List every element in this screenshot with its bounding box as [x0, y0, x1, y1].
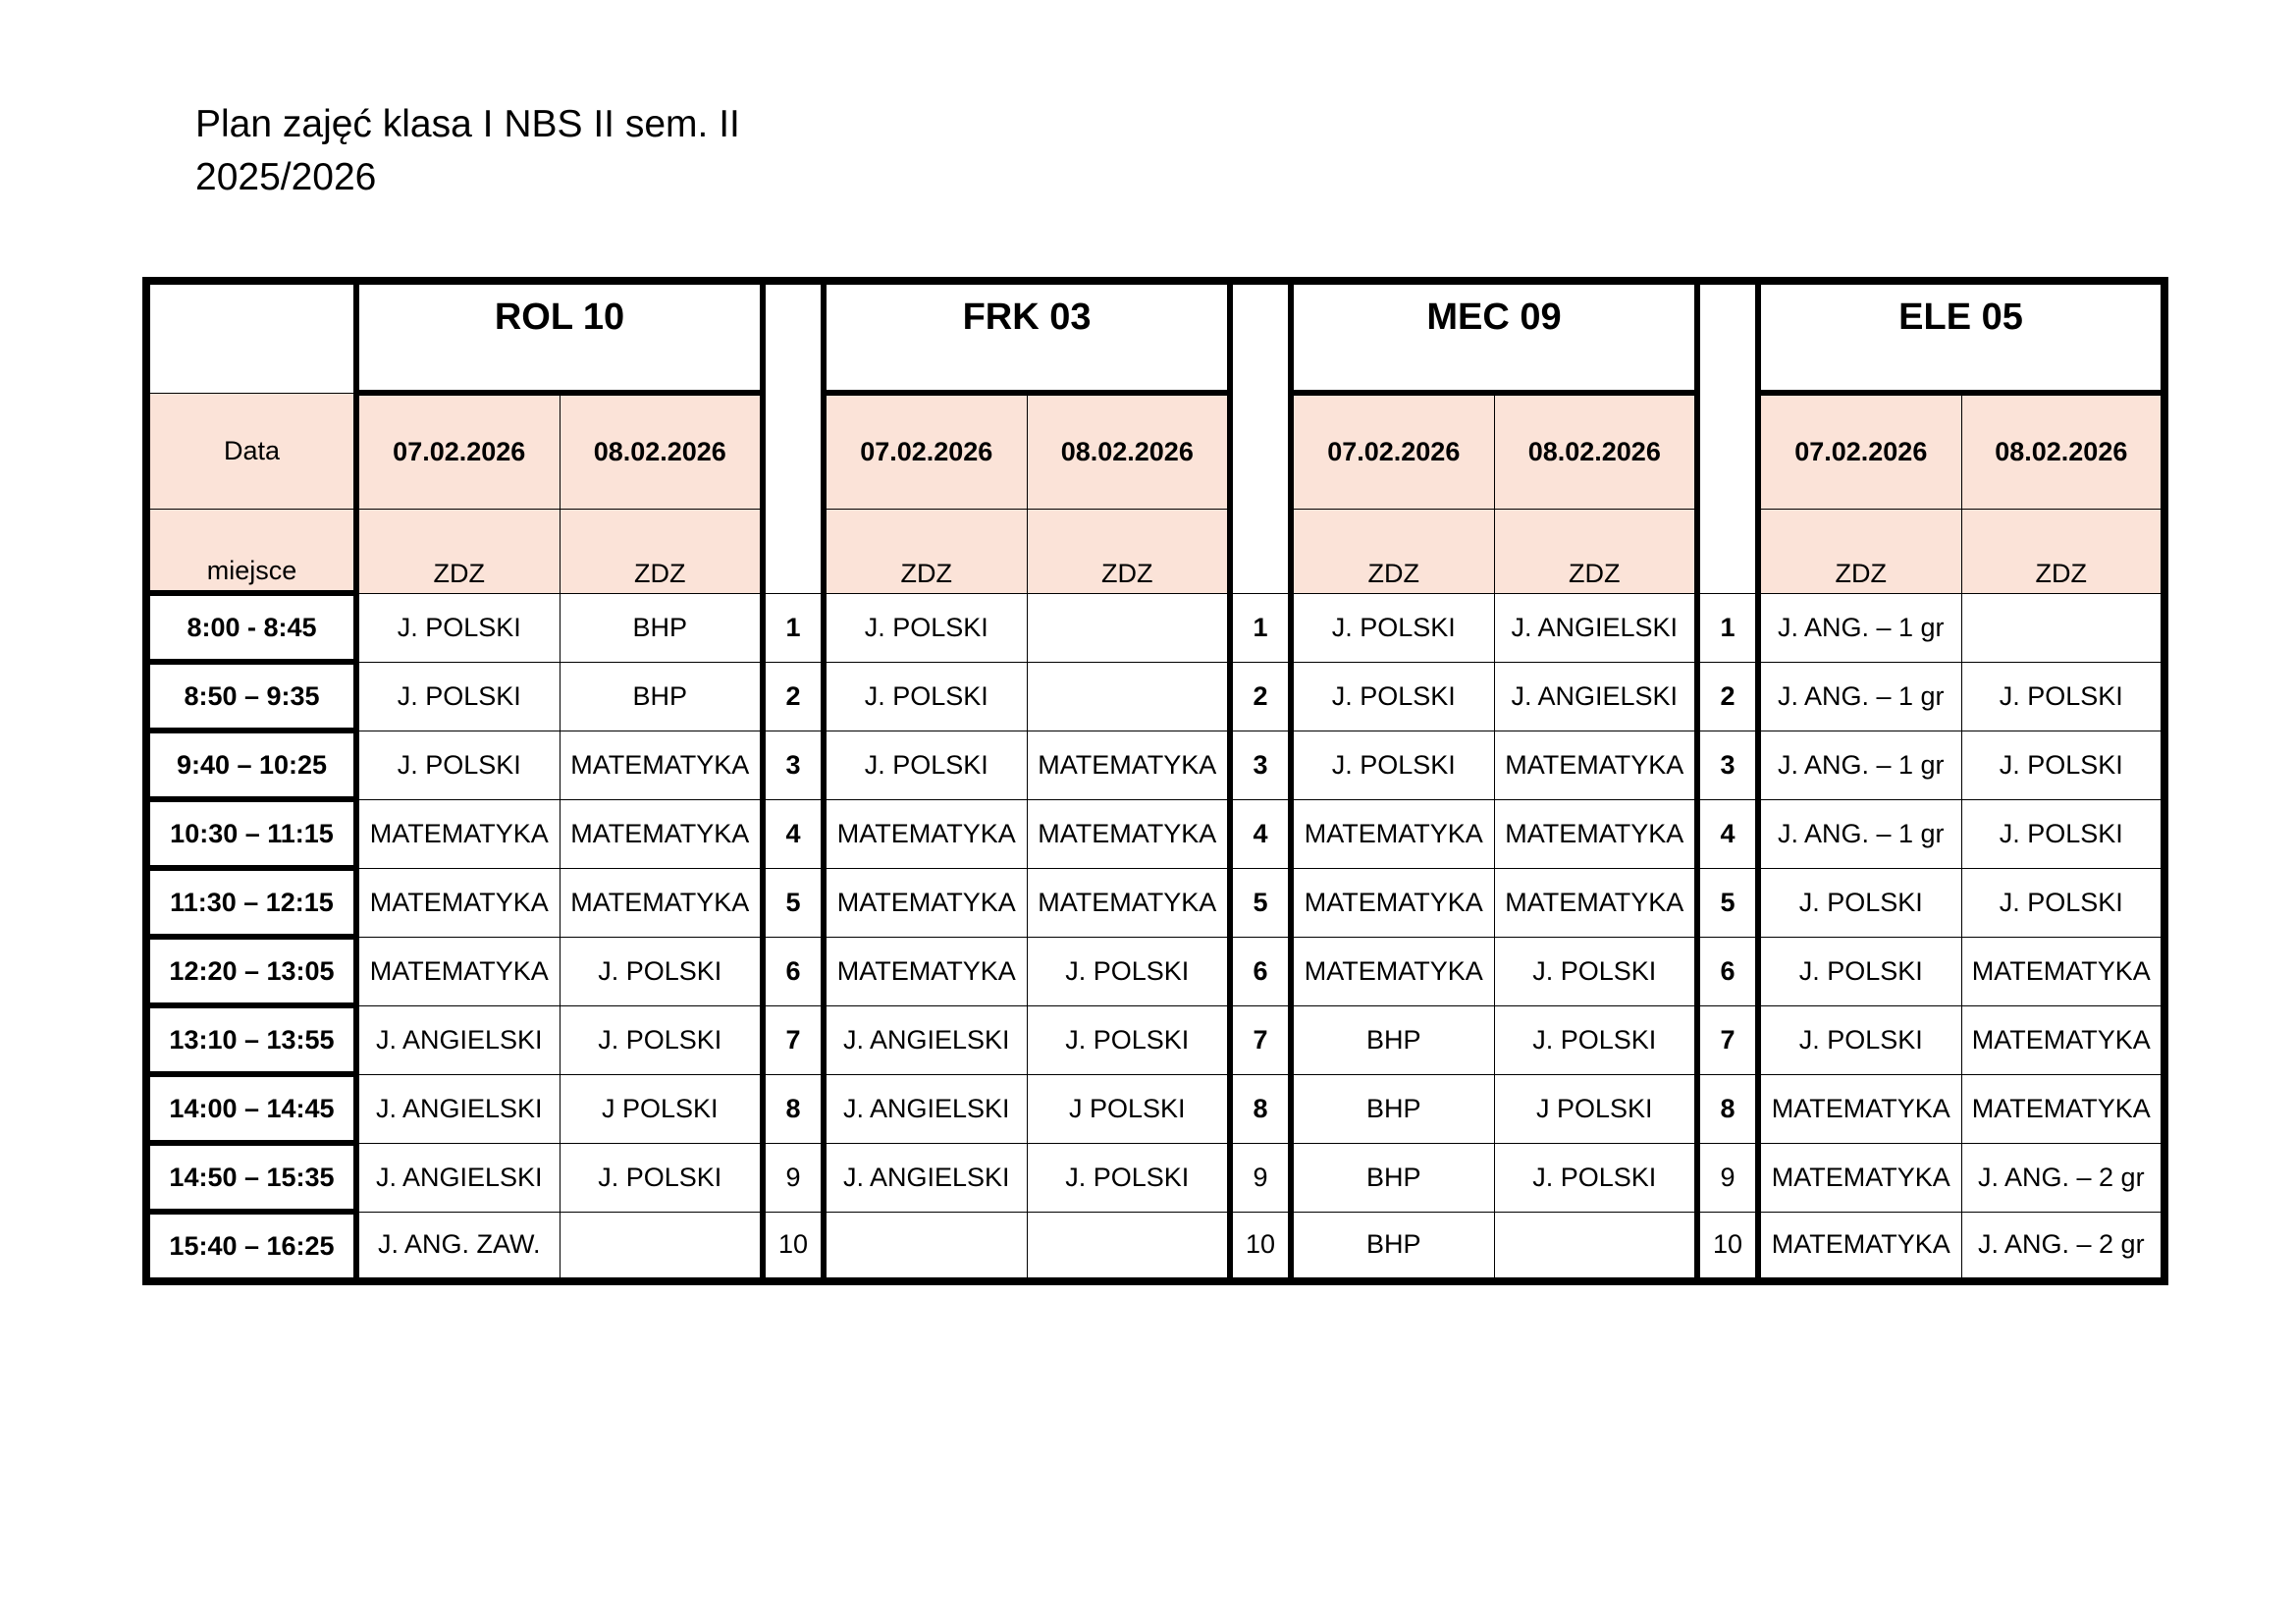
lesson-cell: MATEMATYKA: [824, 937, 1027, 1005]
lesson-cell: [1027, 593, 1230, 662]
timetable: [142, 277, 2168, 1285]
lesson-cell: J. ANGIELSKI: [356, 1143, 560, 1212]
lesson-number-cell: 9: [1697, 1143, 1758, 1212]
date-cell: 07.02.2026: [356, 393, 560, 510]
lesson-number-cell: 1: [1697, 593, 1758, 662]
lesson-cell: [1027, 1212, 1230, 1281]
lesson-cell: J. POLSKI: [1494, 937, 1697, 1005]
lesson-number-cell: 1: [1230, 593, 1291, 662]
lesson-cell: J. POLSKI: [1027, 1143, 1230, 1212]
lesson-cell: J. ANGIELSKI: [824, 1143, 1027, 1212]
lesson-cell: J. ANG. – 2 gr: [1961, 1143, 2164, 1212]
lesson-cell: MATEMATYKA: [1027, 731, 1230, 799]
lesson-cell: J. ANG. – 1 gr: [1758, 662, 1961, 731]
place-cell: ZDZ: [560, 510, 763, 594]
lesson-cell: MATEMATYKA: [1758, 1074, 1961, 1143]
lesson-number-cell: 2: [1230, 662, 1291, 731]
lesson-cell: MATEMATYKA: [1961, 937, 2164, 1005]
lesson-cell: J. POLSKI: [1961, 731, 2164, 799]
lesson-number-cell: 4: [763, 799, 824, 868]
group-header-mec: MEC 09: [1291, 281, 1697, 393]
lesson-number-cell: 8: [1697, 1074, 1758, 1143]
title-line-2: 2025/2026: [195, 156, 377, 198]
lesson-cell: MATEMATYKA: [1291, 937, 1494, 1005]
table-row: [146, 1212, 2164, 1281]
lesson-cell: J. ANGIELSKI: [824, 1074, 1027, 1143]
table-row: [146, 799, 2164, 868]
place-cell: ZDZ: [1494, 510, 1697, 594]
lesson-number-cell: 7: [1230, 1005, 1291, 1074]
lesson-number-cell: 6: [1230, 937, 1291, 1005]
lesson-cell: MATEMATYKA: [1758, 1212, 1961, 1281]
lesson-cell: J. POLSKI: [560, 937, 763, 1005]
separator-column: [763, 281, 824, 593]
lesson-cell: MATEMATYKA: [1758, 1143, 1961, 1212]
lesson-cell: J. POLSKI: [1758, 1005, 1961, 1074]
lesson-cell: MATEMATYKA: [356, 868, 560, 937]
lesson-cell: J. ANGIELSKI: [1494, 662, 1697, 731]
time-slot-cell: 10:30 – 11:15: [146, 799, 356, 868]
lesson-number-cell: 3: [763, 731, 824, 799]
lesson-number-cell: 9: [763, 1143, 824, 1212]
lesson-number-cell: 1: [763, 593, 824, 662]
lesson-cell: J. ANGIELSKI: [356, 1005, 560, 1074]
lesson-cell: [560, 1212, 763, 1281]
lesson-cell: J. POLSKI: [1961, 799, 2164, 868]
place-cell: ZDZ: [824, 510, 1027, 594]
group-header-ele: ELE 05: [1758, 281, 2164, 393]
place-label: miejsce: [146, 510, 356, 594]
lesson-number-cell: 10: [1697, 1212, 1758, 1281]
corner-cell: [146, 281, 356, 393]
date-label: Data: [146, 393, 356, 510]
date-cell: 07.02.2026: [1291, 393, 1494, 510]
page-title: [195, 98, 740, 204]
table-row: [146, 1143, 2164, 1212]
lesson-number-cell: 2: [1697, 662, 1758, 731]
lesson-cell: J. ANG. – 1 gr: [1758, 799, 1961, 868]
lesson-cell: BHP: [1291, 1005, 1494, 1074]
lesson-number-cell: 6: [1697, 937, 1758, 1005]
lesson-number-cell: 5: [763, 868, 824, 937]
lesson-cell: BHP: [560, 593, 763, 662]
lesson-cell: MATEMATYKA: [824, 868, 1027, 937]
lesson-cell: [1961, 593, 2164, 662]
lesson-number-cell: 9: [1230, 1143, 1291, 1212]
lesson-cell: MATEMATYKA: [824, 799, 1027, 868]
table-row: [146, 1074, 2164, 1143]
lesson-cell: [824, 1212, 1027, 1281]
lesson-cell: J. POLSKI: [560, 1005, 763, 1074]
lesson-cell: J. ANG. – 1 gr: [1758, 731, 1961, 799]
lesson-cell: [1027, 662, 1230, 731]
lesson-cell: J. POLSKI: [1494, 1005, 1697, 1074]
lesson-cell: J. ANGIELSKI: [824, 1005, 1027, 1074]
lesson-cell: J. POLSKI: [1027, 937, 1230, 1005]
time-slot-cell: 13:10 – 13:55: [146, 1005, 356, 1074]
time-slot-cell: 12:20 – 13:05: [146, 937, 356, 1005]
lesson-cell: J POLSKI: [1494, 1074, 1697, 1143]
lesson-cell: J. ANG. – 1 gr: [1758, 593, 1961, 662]
lesson-number-cell: 5: [1697, 868, 1758, 937]
lesson-cell: J. POLSKI: [1291, 593, 1494, 662]
date-cell: 07.02.2026: [1758, 393, 1961, 510]
lesson-cell: MATEMATYKA: [560, 868, 763, 937]
lesson-number-cell: 3: [1697, 731, 1758, 799]
lesson-cell: J. POLSKI: [1961, 662, 2164, 731]
lesson-cell: J. POLSKI: [1027, 1005, 1230, 1074]
lesson-number-cell: 10: [763, 1212, 824, 1281]
table-row: [146, 937, 2164, 1005]
lesson-cell: MATEMATYKA: [560, 731, 763, 799]
lesson-cell: J. POLSKI: [356, 593, 560, 662]
group-header-frk: FRK 03: [824, 281, 1230, 393]
lesson-cell: J. ANG. – 2 gr: [1961, 1212, 2164, 1281]
lesson-cell: J. POLSKI: [356, 731, 560, 799]
date-cell: 08.02.2026: [560, 393, 763, 510]
lesson-number-cell: 8: [1230, 1074, 1291, 1143]
lesson-cell: MATEMATYKA: [1027, 868, 1230, 937]
lesson-cell: MATEMATYKA: [1027, 799, 1230, 868]
date-cell: 08.02.2026: [1961, 393, 2164, 510]
lesson-cell: MATEMATYKA: [560, 799, 763, 868]
separator-column: [1230, 281, 1291, 593]
time-slot-cell: 9:40 – 10:25: [146, 731, 356, 799]
table-row: [146, 868, 2164, 937]
date-cell: 08.02.2026: [1027, 393, 1230, 510]
lesson-cell: J. POLSKI: [824, 593, 1027, 662]
lesson-cell: MATEMATYKA: [1291, 868, 1494, 937]
lesson-cell: J. POLSKI: [356, 662, 560, 731]
lesson-number-cell: 7: [763, 1005, 824, 1074]
group-header-row: [146, 281, 2164, 393]
lesson-cell: J. ANGIELSKI: [356, 1074, 560, 1143]
lesson-cell: J. POLSKI: [824, 731, 1027, 799]
date-cell: 08.02.2026: [1494, 393, 1697, 510]
time-slot-cell: 8:00 - 8:45: [146, 593, 356, 662]
time-slot-cell: 8:50 – 9:35: [146, 662, 356, 731]
lesson-cell: J. POLSKI: [1758, 868, 1961, 937]
lesson-number-cell: 3: [1230, 731, 1291, 799]
lesson-cell: BHP: [1291, 1074, 1494, 1143]
lesson-cell: MATEMATYKA: [1961, 1074, 2164, 1143]
place-cell: ZDZ: [356, 510, 560, 594]
lesson-cell: BHP: [1291, 1212, 1494, 1281]
table-row: [146, 731, 2164, 799]
lesson-cell: J. POLSKI: [1494, 1143, 1697, 1212]
lesson-number-cell: 7: [1697, 1005, 1758, 1074]
lesson-cell: J. POLSKI: [824, 662, 1027, 731]
lesson-number-cell: 6: [763, 937, 824, 1005]
place-cell: ZDZ: [1291, 510, 1494, 594]
lesson-cell: J. POLSKI: [1758, 937, 1961, 1005]
time-slot-cell: 14:50 – 15:35: [146, 1143, 356, 1212]
lesson-number-cell: 4: [1697, 799, 1758, 868]
place-cell: ZDZ: [1758, 510, 1961, 594]
lesson-number-cell: 5: [1230, 868, 1291, 937]
lesson-cell: J. POLSKI: [1291, 731, 1494, 799]
lesson-cell: J POLSKI: [560, 1074, 763, 1143]
time-slot-cell: 15:40 – 16:25: [146, 1212, 356, 1281]
lesson-cell: J. ANG. ZAW.: [356, 1212, 560, 1281]
lesson-cell: MATEMATYKA: [356, 937, 560, 1005]
lesson-cell: J POLSKI: [1027, 1074, 1230, 1143]
lesson-cell: MATEMATYKA: [1494, 868, 1697, 937]
lesson-number-cell: 8: [763, 1074, 824, 1143]
lesson-cell: BHP: [560, 662, 763, 731]
lesson-cell: [1494, 1212, 1697, 1281]
date-cell: 07.02.2026: [824, 393, 1027, 510]
lesson-cell: MATEMATYKA: [1961, 1005, 2164, 1074]
place-row: [146, 510, 2164, 594]
table-row: [146, 1005, 2164, 1074]
place-cell: ZDZ: [1027, 510, 1230, 594]
lesson-cell: J. POLSKI: [560, 1143, 763, 1212]
table-row: [146, 662, 2164, 731]
lesson-number-cell: 2: [763, 662, 824, 731]
lesson-cell: MATEMATYKA: [1291, 799, 1494, 868]
time-slot-cell: 14:00 – 14:45: [146, 1074, 356, 1143]
lesson-cell: J. POLSKI: [1291, 662, 1494, 731]
lesson-cell: MATEMATYKA: [356, 799, 560, 868]
lesson-cell: J. ANGIELSKI: [1494, 593, 1697, 662]
date-row: [146, 393, 2164, 510]
lesson-cell: J. POLSKI: [1961, 868, 2164, 937]
lesson-number-cell: 4: [1230, 799, 1291, 868]
group-header-rol: ROL 10: [356, 281, 763, 393]
title-line-1: Plan zajęć klasa I NBS II sem. II: [195, 103, 740, 145]
lesson-cell: MATEMATYKA: [1494, 799, 1697, 868]
time-slot-cell: 11:30 – 12:15: [146, 868, 356, 937]
separator-column: [1697, 281, 1758, 593]
lesson-cell: BHP: [1291, 1143, 1494, 1212]
lesson-cell: MATEMATYKA: [1494, 731, 1697, 799]
lesson-number-cell: 10: [1230, 1212, 1291, 1281]
place-cell: ZDZ: [1961, 510, 2164, 594]
table-row: [146, 593, 2164, 662]
